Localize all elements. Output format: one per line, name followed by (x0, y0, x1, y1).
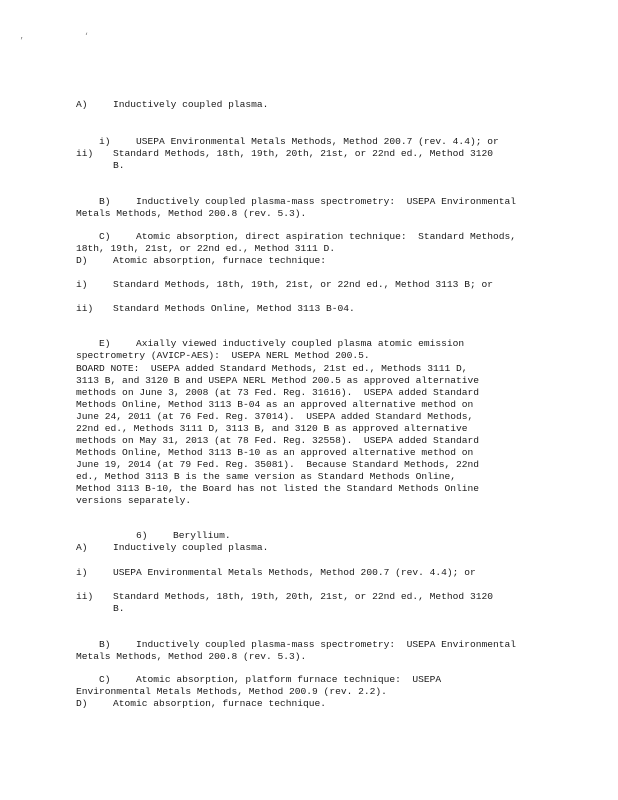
item-label: ii) (76, 591, 94, 602)
item-a-ii (76, 148, 546, 172)
item-text: USEPA Environmental Metals Methods, Method 200.7 (rev. 4.4); or (113, 567, 476, 578)
board-note: BOARD NOTE: USEPA added Standard Methods, 21st ed., Methods 3111 D, 3113 B, and 3120 B and USEPA NERL Method 200.5 as approved alternative methods on June 3, 2008 (at 73 Fed. Reg. 31616). USEPA added Standard Methods Online, Method 3113 B-04 as an approved alternative method on June 24, 2011 (at 76 Fed. Reg. 37014). USEPA added Standard Methods, 22nd ed., Methods 3111 D, 3113 B, and 3120 B as approved alternative methods on May 31, 2013 (at 78 Fed. Reg. 32558). USEPA added Standard Methods Online, Method 3113 B-10 as an approved alternative method on June 19, 2014 (at 79 Fed. Reg. 35081). Because Standard Methods, 22nd ed., Method 3113 B is the same version as Standard Methods Online, Method 3113 B-10, the Board has not listed the Standard Methods Online versions separately. (76, 363, 480, 506)
item-d-i (76, 279, 546, 291)
item-text: Inductively coupled plasma. (113, 542, 269, 553)
item-label: ii) (76, 303, 94, 314)
item-d-furnace (76, 255, 546, 267)
item-text: Beryllium. (173, 530, 231, 541)
item-label: i) (76, 279, 88, 290)
item-label: i) (99, 136, 111, 147)
item-label: D) (76, 255, 88, 266)
item-label: A) (76, 99, 88, 110)
item-a-icp (76, 99, 546, 111)
item-label: i) (76, 567, 88, 578)
item-a2-ii (76, 591, 546, 615)
item-text: Standard Methods, 18th, 19th, 21st, or 22nd ed., Method 3113 B; or (113, 279, 493, 290)
item-text: Atomic absorption, direct aspiration technique: Standard Methods, 18th, 19th, 21st, or 22nd ed., Method 3111 D. (76, 231, 517, 254)
item-text: Standard Methods, 18th, 19th, 20th, 21st, or 22nd ed., Method 3120 B. (113, 148, 493, 171)
item-label: D) (76, 698, 88, 709)
item-label: A) (76, 542, 88, 553)
item-d2-furnace (76, 698, 546, 710)
item-label: C) (99, 231, 111, 242)
item-d-ii (76, 303, 546, 315)
item-text: Axially viewed inductively coupled plasma atomic emission spectrometry (AVICP-AES): USEPA NERL Method 200.5. (76, 338, 465, 361)
item-text: Standard Methods, 18th, 19th, 20th, 21st, or 22nd ed., Method 3120 B. (113, 591, 493, 614)
item-a2-icp (76, 542, 546, 554)
item-text: Inductively coupled plasma. (113, 99, 269, 110)
item-label: E) (99, 338, 111, 349)
item-label: ii) (76, 148, 94, 159)
item-label: B) (99, 639, 111, 650)
item-text: USEPA Environmental Metals Methods, Method 200.7 (rev. 4.4); or (136, 136, 499, 147)
item-a2-i (76, 567, 546, 579)
item-text: Atomic absorption, platform furnace technique: USEPA Environmental Metals Methods, Method 200.9 (rev. 2.2). (76, 674, 442, 697)
item-text: Inductively coupled plasma-mass spectrometry: USEPA Environmental Metals Methods, Method 200.8 (rev. 5.3). (76, 196, 517, 219)
item-text: Atomic absorption, furnace technique. (113, 698, 327, 709)
scan-marks: , ‘ (20, 33, 117, 41)
item-text: Atomic absorption, furnace technique: (113, 255, 327, 266)
item-label: 6) (136, 530, 148, 541)
item-text: Standard Methods Online, Method 3113 B-04. (113, 303, 355, 314)
item-label: C) (99, 674, 111, 685)
item-label: B) (99, 196, 111, 207)
item-text: Inductively coupled plasma-mass spectrometry: USEPA Environmental Metals Methods, Method 200.8 (rev. 5.3). (76, 639, 517, 662)
